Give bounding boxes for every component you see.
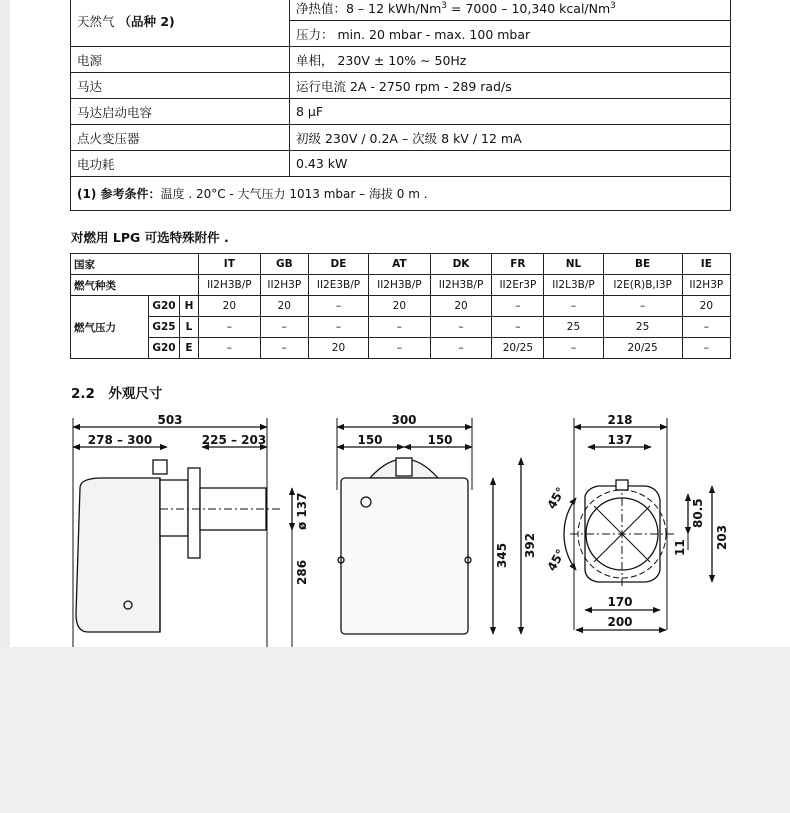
label-width: 300: [391, 413, 417, 427]
gas-code: G20: [149, 296, 180, 317]
gas-group: L: [180, 317, 199, 338]
pressure-cell: –: [682, 317, 730, 338]
heat-sup: 3: [441, 0, 448, 11]
pressure-cell: –: [492, 317, 544, 338]
pressure-cell: –: [544, 296, 603, 317]
country-cell: DK: [430, 254, 492, 275]
country-cell: IT: [199, 254, 261, 275]
flange-view-drawing: [564, 418, 712, 630]
lpg-table: [70, 253, 731, 359]
lpg-title: 对燃用 LPG 可选特殊附件 .: [71, 230, 229, 245]
pressure-cell: –: [430, 317, 492, 338]
spec-label: 马达启动电容: [71, 99, 290, 125]
label-h1: 345: [495, 542, 509, 568]
gas-group: H: [180, 296, 199, 317]
dimension-drawings: [10, 400, 790, 647]
gas-type-cell: II2H3B/P: [369, 275, 431, 296]
motor-block: [160, 480, 188, 536]
pressure-cell: 20: [430, 296, 492, 317]
spec-value: 初级 230V / 0.2A – 次级 8 kV / 12 mA: [290, 125, 731, 151]
gas-type-cell: II2H3P: [682, 275, 730, 296]
flange-view-labels: [544, 413, 729, 629]
spec-table: [70, 0, 731, 211]
note-bold: (1) 参考条件：: [77, 187, 161, 201]
table-row: [71, 317, 731, 338]
spec-value: [290, 0, 731, 21]
pressure-cell: –: [260, 317, 308, 338]
table-row: [71, 125, 731, 151]
note-text: 温度 . 20°C - 大气压力 1013 mbar – 海拔 0 m .: [160, 187, 428, 201]
pressure-cell: –: [430, 338, 492, 359]
label-overall: 503: [157, 413, 183, 427]
gas-type-cell: I2E(R)B,I3P: [603, 275, 682, 296]
housing-cap: [153, 460, 167, 474]
gas-type-cell: II2L3B/P: [544, 275, 603, 296]
spec-label-bold: （品种 2): [118, 13, 175, 29]
country-cell: IE: [682, 254, 730, 275]
pressure-cell: –: [544, 338, 603, 359]
section-title: 2.2 外观尺寸: [71, 386, 163, 402]
country-cell: GB: [260, 254, 308, 275]
table-row: [71, 177, 731, 211]
label-body: 278 – 300: [87, 433, 153, 447]
pressure-cell: –: [308, 296, 368, 317]
pressure-cell: 20: [369, 296, 431, 317]
label-half-right: 150: [427, 433, 453, 447]
pressure-cell: –: [492, 296, 544, 317]
heat-value-text: 净热值：8 – 12 kWh/Nm: [296, 0, 442, 16]
pressure-cell: 20: [682, 296, 730, 317]
pressure-cell: –: [369, 317, 431, 338]
heat-value-tail: = 7000 – 10,340 kcal/Nm: [447, 0, 611, 16]
country-cell: BE: [603, 254, 682, 275]
spec-label: 电功耗: [71, 151, 290, 177]
pressure-cell: 20/25: [603, 338, 682, 359]
table-row: [71, 47, 731, 73]
table-row: [71, 99, 731, 125]
spec-value: 0.43 kW: [290, 151, 731, 177]
country-cell: NL: [544, 254, 603, 275]
spec-label: 马达: [71, 73, 290, 99]
country-header: 国家: [71, 254, 199, 275]
label-tube: 225 – 203: [201, 433, 267, 447]
burner-housing: [76, 478, 160, 632]
table-row: [71, 151, 731, 177]
label-bottom-1: 170: [607, 595, 633, 609]
gas-type-cell: II2H3B/P: [430, 275, 492, 296]
country-cell: DE: [308, 254, 368, 275]
label-bottom-2: 200: [607, 615, 633, 629]
front-view-drawing: [337, 418, 521, 634]
country-cell: FR: [492, 254, 544, 275]
table-row: [71, 73, 731, 99]
spec-value: 运行电流 2A - 2750 rpm - 289 rad/s: [290, 73, 731, 99]
label-flange-width: 218: [607, 413, 633, 427]
country-cell: AT: [369, 254, 431, 275]
label-flange-inner: 137: [607, 433, 633, 447]
label-half-left: 150: [357, 433, 383, 447]
label-d2: 11: [673, 539, 687, 556]
top-connector: [396, 458, 412, 476]
label-angle-2: 45°: [544, 546, 568, 574]
side-view-drawing: [73, 418, 292, 647]
label-height: 286: [295, 559, 309, 585]
table-row: [71, 338, 731, 359]
pressure-cell: 20: [199, 296, 261, 317]
spec-value: 8 μF: [290, 99, 731, 125]
spec-label: [71, 0, 290, 47]
gas-type-cell: II2E3B/P: [308, 275, 368, 296]
reference-note: [71, 177, 731, 211]
pressure-cell: –: [308, 317, 368, 338]
pressure-header: 燃气压力: [71, 296, 149, 359]
gas-code: G20: [149, 338, 180, 359]
heat-sup-2: 3: [610, 0, 616, 11]
page-edge: [0, 0, 10, 647]
spec-label: 点火变压器: [71, 125, 290, 151]
pressure-cell: –: [603, 296, 682, 317]
pressure-cell: 25: [544, 317, 603, 338]
pressure-cell: 20/25: [492, 338, 544, 359]
label-d1: 80.5: [691, 498, 705, 528]
spec-value: 压力： min. 20 mbar - max. 100 mbar: [290, 21, 731, 47]
gas-type-cell: II2H3B/P: [199, 275, 261, 296]
spec-label-text: 天然气: [77, 13, 115, 29]
table-row: [71, 254, 731, 275]
pressure-cell: 20: [260, 296, 308, 317]
document-page: [10, 0, 790, 647]
gas-type-header: 燃气种类: [71, 275, 199, 296]
flange-tab: [616, 480, 628, 490]
label-angle-1: 45°: [544, 484, 568, 512]
table-row: [71, 0, 731, 21]
label-h2: 392: [523, 532, 537, 558]
table-row: [71, 296, 731, 317]
gas-type-cell: II2H3P: [260, 275, 308, 296]
burner-front: [341, 478, 468, 634]
pressure-cell: –: [260, 338, 308, 359]
mounting-flange: [188, 468, 200, 558]
pressure-cell: 20: [308, 338, 368, 359]
pressure-cell: 25: [603, 317, 682, 338]
spec-label: 电源: [71, 47, 290, 73]
pressure-cell: –: [199, 338, 261, 359]
spec-value: 单相， 230V ± 10% ∼ 50Hz: [290, 47, 731, 73]
label-flange-height: 203: [715, 524, 729, 550]
pressure-cell: –: [369, 338, 431, 359]
gas-code: G25: [149, 317, 180, 338]
gas-group: E: [180, 338, 199, 359]
pressure-cell: –: [682, 338, 730, 359]
pressure-cell: –: [199, 317, 261, 338]
gas-type-cell: II2Er3P: [492, 275, 544, 296]
table-row: [71, 275, 731, 296]
label-diameter: ø 137: [295, 492, 309, 530]
